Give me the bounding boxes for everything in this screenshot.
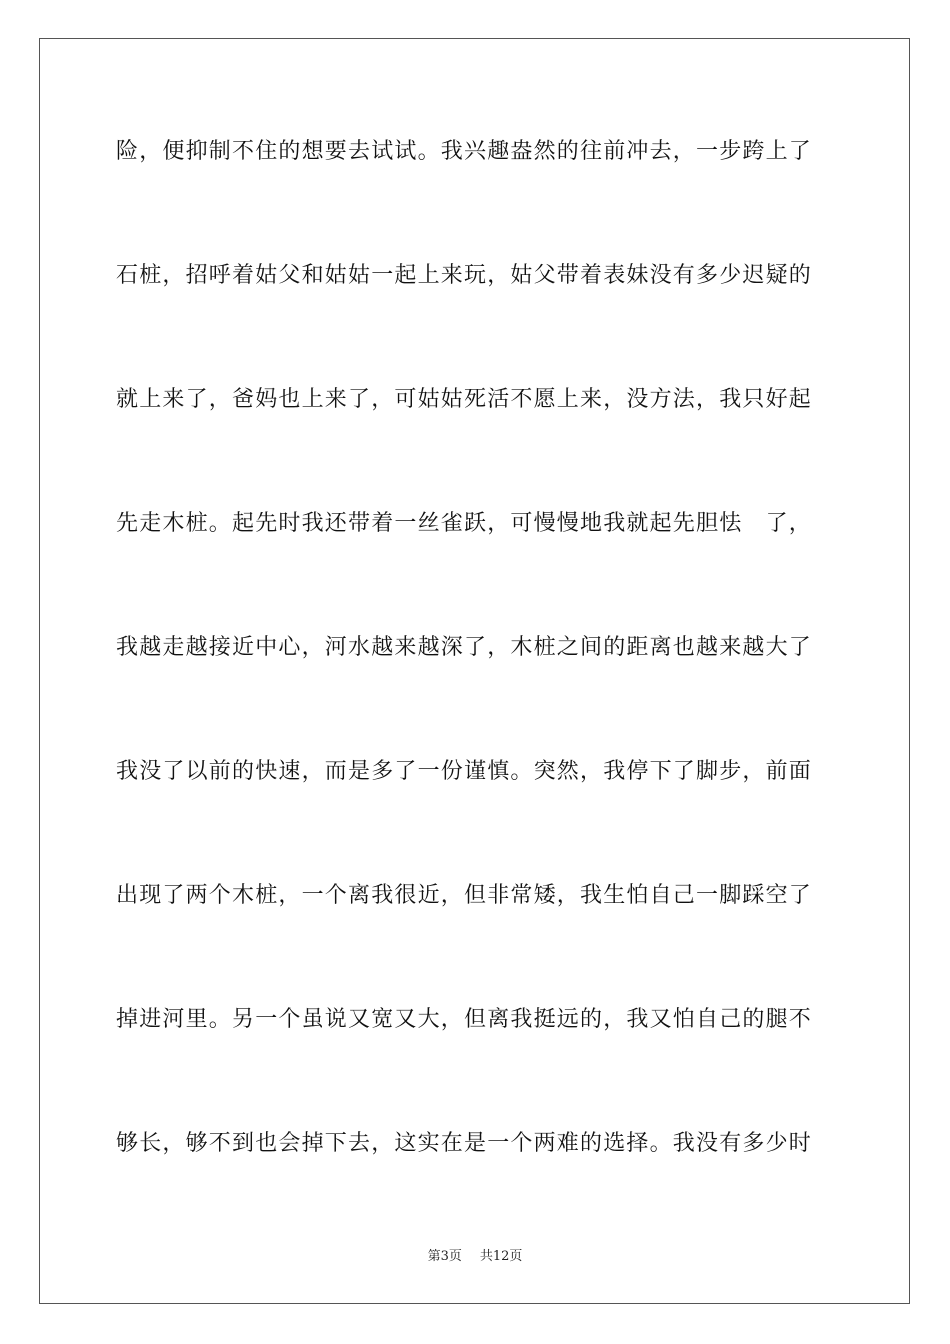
- page-total: 共12页: [479, 1249, 523, 1264]
- body-line-9: 够长，够不到也会掉下去，这实在是一个两难的选择。我没有多少时: [116, 1131, 813, 1156]
- body-line-2: 石桩，招呼着姑父和姑姑一起上来玩，姑父带着表妹没有多少迟疑的: [116, 263, 813, 288]
- body-line-8: 掉进河里。另一个虽说又宽又大，但离我挺远的，我又怕自己的腿不: [116, 1007, 813, 1032]
- body-line-5: 我越走越接近中心，河水越来越深了，木桩之间的距离也越来越大了: [116, 635, 813, 660]
- body-line-1: 险，便抑制不住的想要去试试。我兴趣盎然的往前冲去，一步跨上了: [116, 139, 813, 164]
- page-number: 第3页: [427, 1249, 462, 1264]
- page-footer: [0, 1249, 950, 1265]
- body-line-3: 就上来了，爸妈也上来了，可姑姑死活不愿上来，没方法，我只好起: [116, 387, 813, 412]
- body-line-6: 我没了以前的快速，而是多了一份谨慎。突然，我停下了脚步，前面: [116, 759, 813, 784]
- page-frame: [39, 38, 910, 1304]
- body-line-7: 出现了两个木桩，一个离我很近，但非常矮，我生怕自己一脚踩空了: [116, 883, 813, 908]
- body-line-4: 先走木桩。起先时我还带着一丝雀跃，可慢慢地我就起先胆怯 了，: [116, 511, 813, 536]
